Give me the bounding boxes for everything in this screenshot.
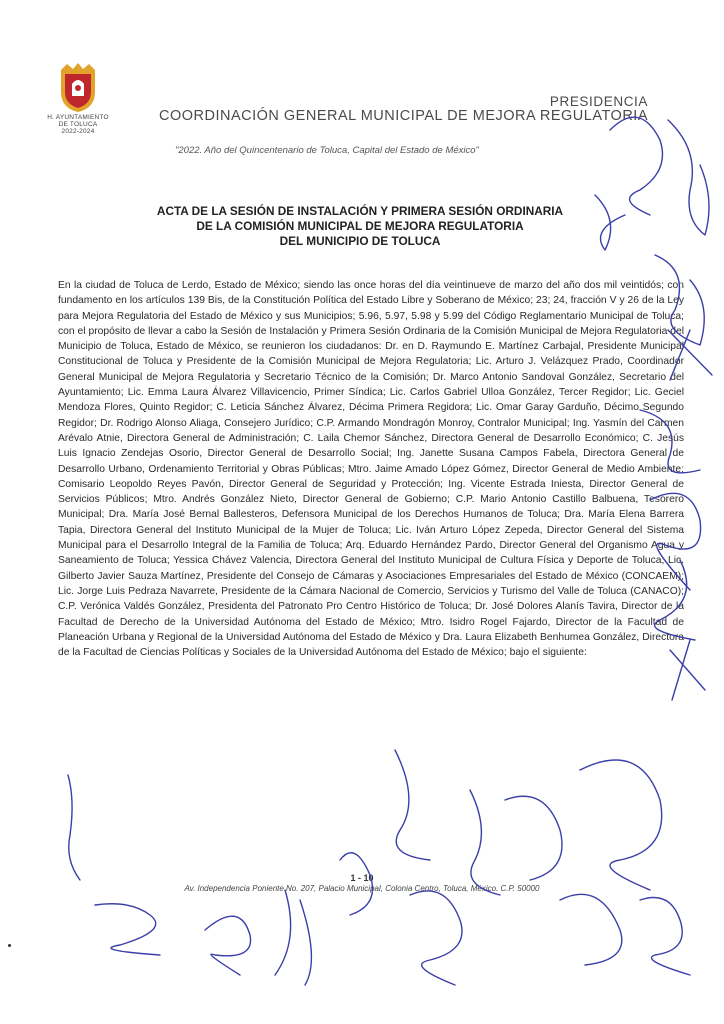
title-line: DEL MUNICIPIO DE TOLUCA	[279, 234, 441, 248]
scan-speck	[8, 944, 11, 947]
bottom-signature	[205, 916, 251, 975]
bottom-signature	[505, 796, 562, 880]
margin-signature	[610, 117, 663, 215]
logo-caption-line: 2022-2024	[61, 128, 95, 135]
header-presidencia: PRESIDENCIA	[549, 94, 648, 109]
logo-caption-line: H. AYUNTAMIENTO	[47, 114, 109, 121]
bottom-signature	[395, 750, 430, 860]
header-coordinacion: COORDINACIÓN GENERAL MUNICIPAL DE MEJORA REGULATORIA	[158, 108, 648, 124]
bottom-signature	[68, 775, 80, 880]
body-paragraph: En la ciudad de Toluca de Lerdo, Estado de México; siendo las once horas del día veintinueve de marzo del año dos mil veintidós; con fundamento en los artículos 139 Bis, de la Constitución Política del Estado Libre y Soberano de México; 23; 24, fracción V y 26 de la Ley para Mejora Regulatoria del Estado de México y sus Municipios; 5.96, 5.97, 5.98 y 5.99 del Código Reglamentario Municipal de Toluca; con el propósito de llevar a cabo la Sesión de Instalación y Primera Sesión Ordinaria de la Comisión Municipal de Mejora Regulatoria del Municipio de Toluca, Estado de México, se reunieron los ciudadanos: Dr. en D. Raymundo E. Martínez Carbajal, Presidente Municipal Constitucional de Toluca y Presidente de la Comisión Municipal de Mejora Regulatoria; Lic. Arturo J. Velázquez Prado, Coordinador General Municipal de Mejora Regulatoria y Secretario Técnico de la Comisión; Dr. Marco Antonio Sandoval González, Secretario del Ayuntamiento; Lic. Emma Laura Álvarez Villavicencio, Primer Síndica; Lic. Carlos Gabriel Ulloa González, Tercer Regidor; Lic. Geciel Mendoza Flores, Quinto Regidor; C. Leticia Sánchez Álvarez, Décima Primera Regidora; Lic. Omar Garay Garduño, Décimo Segundo Regidor; Dr. Rodrigo Alonso Aliaga, Consejero Jurídico; C.P. Armando Mondragón Monroy, Contralor Municipal; Ing. Yasmín del Carmen Arévalo Atnie, Directora General de Administración; C. Laila Chemor Sánchez, Directora General de Desarrollo Económico; C. Jesús Luis Ignacio Zendejas Osorio, Director General de Desarrollo Social; Ing. Janette Susana Campos Fabela, Directora General de Desarrollo Urbano, Ordenamiento Territorial y Obras Públicas; Mtro. Jaime Amado López Gómez, Director General de Medio Ambiente; Comisario Leopoldo Reyes Pavón, Director General de Seguridad y Protección; Ing. Vicente Estrada Iniesta, Director General de Servicios Públicos; Mtro. Andrés González Nieto, Director General de Gobierno; C.P. Mario Antonio Castillo Balbuena, Tesorero Municipal; Dra. María José Bernal Ballesteros, Defensora Municipal de los Derechos Humanos de Toluca; Dra. María Elena Barrera Tapia, Directora General del Instituto Municipal de la Mujer de Toluca; Lic. Iván Arturo López Zepeda, Director General del Sistema Municipal para el Desarrollo Integral de la Familia de Toluca; Arq. Eduardo Hernández Pardo, Director General del Organismo Agua y Saneamiento de Toluca; Yessica Chávez Valencia, Directora General del Instituto Municipal de Cultura Física y Deporte de Toluca; Lic. Gilberto Javier Sauza Martínez, Presidente del Consejo de Cámaras y Asociaciones Empresariales del Estado de México (CONCAEM); Lic. Jorge Luis Pedraza Navarrete, Presidente de la Cámara Nacional de Comercio, Servicios y Turismo del Valle de Toluca (CANACO); C.P. Verónica Valdés González, Presidenta del Patronato Pro Centro Histórico de Toluca; Dr. José Dolores Alanís Tavira, Director de la Facultad de Derecho de la Universidad Autónoma del Estado de México; Mtro. Isidro Rogel Fajardo, Director de la Facultad de Planeación Urbana y Regional de la Universidad Autónoma del Estado de México y Dra. Laura Elizabeth Benhumea González, Directora de la Facultad de Ciencias Políticas y Sociales de la Universidad Autónoma del Estado de México; bajo el siguiente:	[58, 280, 684, 659]
toluca-crest-icon	[57, 62, 99, 114]
document-title	[110, 204, 610, 249]
page-number: 1 - 10	[350, 873, 374, 883]
footer-address: Av. Independencia Poniente No. 207, Palacio Municipal, Colonia Centro, Toluca, México. C.P. 50000	[184, 884, 540, 893]
header-slogan: "2022. Año del Quincentenario de Toluca, Capital del Estado de México"	[175, 145, 479, 156]
bottom-signature	[560, 894, 622, 965]
municipal-logo	[40, 62, 116, 135]
title-line: DE LA COMISIÓN MUNICIPAL DE MEJORA REGULATORIA	[196, 219, 524, 233]
bottom-signature	[640, 898, 690, 976]
bottom-signature	[410, 891, 462, 985]
bottom-signature	[580, 760, 662, 890]
margin-signature	[668, 120, 709, 235]
bottom-signature	[275, 890, 311, 985]
bottom-signature	[95, 904, 160, 955]
logo-caption-line: DE TOLUCA	[58, 121, 98, 128]
title-line: ACTA DE LA SESIÓN DE INSTALACIÓN Y PRIMERA SESIÓN ORDINARIA	[156, 204, 564, 218]
